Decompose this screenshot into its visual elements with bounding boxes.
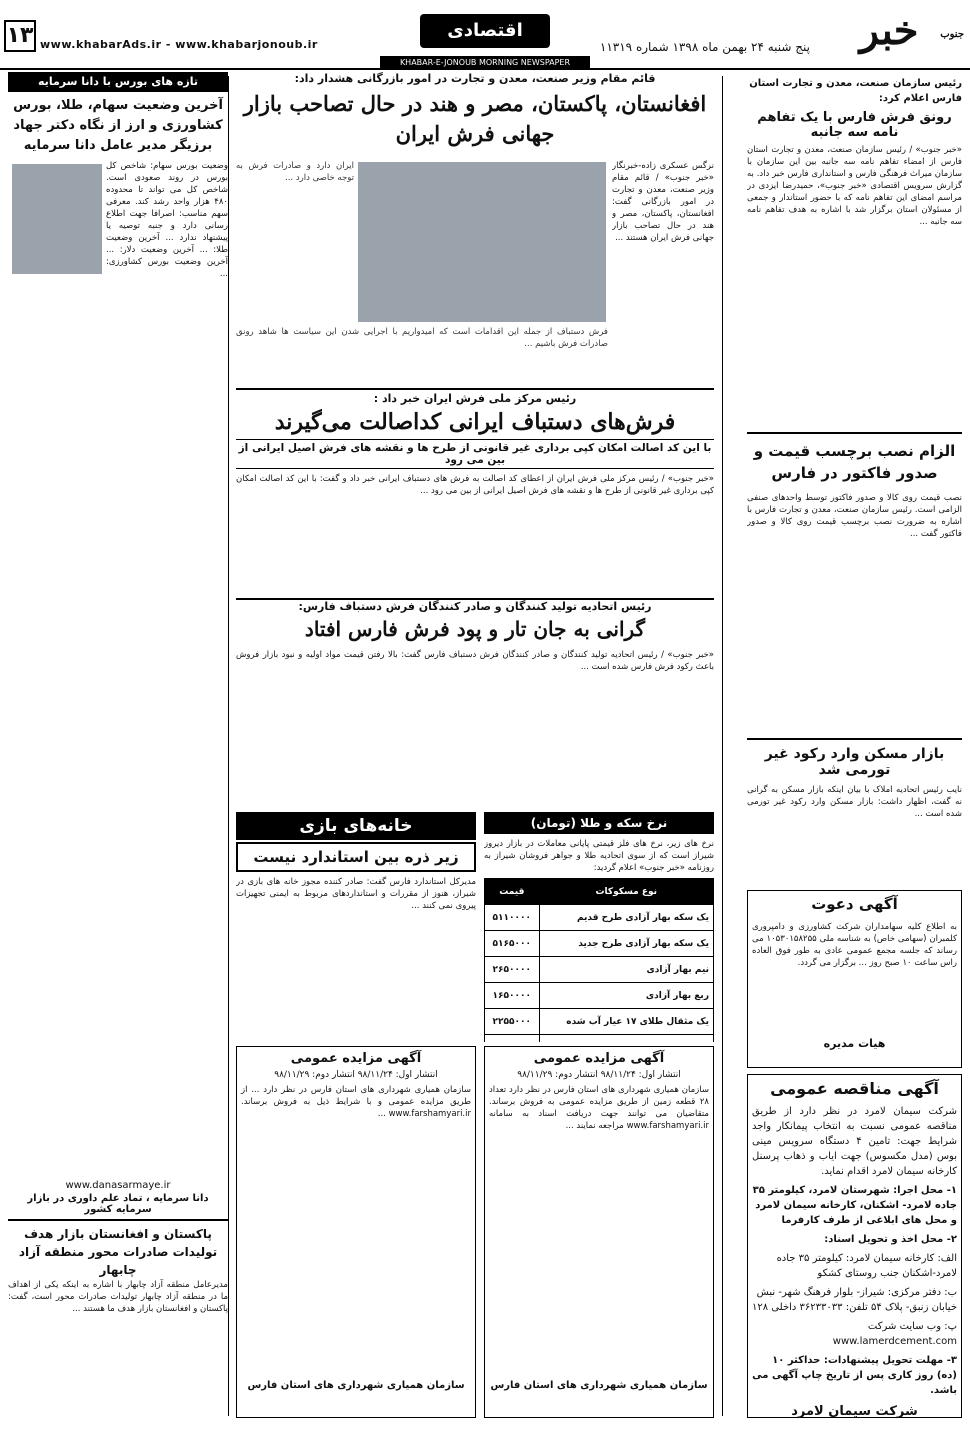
lead-story-body (612, 160, 714, 380)
chabahar-title: پاکستان و افغانستان بازار هدف تولیدات صادرات محور منطقه آزاد چابهار (8, 1219, 228, 1279)
lead-photo (358, 162, 606, 322)
lead-story-body-bottom (236, 326, 608, 384)
dana-footer: دانا سرمایه ، تماد علم داوری در بازار سرمایه کشور (27, 1193, 209, 1215)
gold-item (539, 1035, 713, 1043)
carpet-title: گرانی به جان تار و پود فرش فارس افتاد (304, 617, 646, 641)
section-divider (236, 388, 714, 390)
gold-row (485, 931, 714, 957)
invite-title: آگهی دعوت (811, 895, 898, 913)
carpet-story (236, 600, 714, 800)
bourse-tag: تازه های بورس با دانا سرمایه (8, 72, 228, 92)
chabahar-body: مدیرعامل منطقه آزاد چابهار با اشاره به اینکه یکی از اهداف ما در منطقه آزاد چابهار تولیدات صادرات محور است، گفت: پاکستان و افغانستان بازار هدف ما هستند ... (8, 1280, 228, 1314)
games-title: خانه‌های بازی (236, 812, 476, 840)
right-column (747, 76, 962, 886)
gold-item: یک سکه بهار آزادی طرح قدیم (539, 905, 713, 931)
tender-body: شرکت سیمان لامرد در نظر دارد از طریق مناقصه عمومی نسبت به انتخاب پیمانکار واجد شرایط جهت: تامین ۴ دستگاه سرویس مینی بوس (مدل مکسوس) جهت ایاب و ذهاب پرسنل کارخانه سیمان لامرد اقدام نماید. (752, 1106, 957, 1177)
gold-price: ۵۱۶۵۰۰۰ (485, 931, 540, 957)
gold-intro: نرخ های زیر، نرخ های فلز قیمتی پایانی معاملات در بازار دیروز شیراز است که از سوی اتحادیه طلا و جواهر فروشان شیراز به روزنامه «خبر جنوب» اعلام گردید: (484, 839, 714, 873)
games-story (236, 812, 476, 1042)
tender-website[interactable]: پ: وب سایت شرکت www.lamerdcement.com (832, 1321, 957, 1347)
page-number: ۱۳ (4, 20, 36, 52)
dana-website[interactable]: www.danasarmaye.ir (65, 1180, 171, 1191)
mid-kicker: رئیس مرکز ملی فرش ایران خبر داد : (373, 392, 577, 405)
mid-title: فرش‌های دستباف ایرانی کداصالت می‌گیرند (274, 409, 676, 435)
article-body-price-tags: نصب قیمت روی کالا و صدور فاکتور توسط واحدهای صنفی الزامی است. رئیس سازمان صنعت، معدن و تجارت فارس با اشاره به ضرورت نصب برچسب قیمت روی کالا و صدور فاکتور گفت ... (747, 493, 962, 539)
gold-row (485, 905, 714, 931)
gold-row (485, 983, 714, 1009)
tender-docs: ۲- محل اخذ و تحویل اسناد: (824, 1234, 957, 1245)
newspaper-logo: خبر جنوب (859, 7, 964, 54)
invite-footer: هیات مدیره (823, 1037, 886, 1050)
masthead (0, 0, 970, 70)
tender-location: ۱- محل اجرا: شهرستان لامرد، کیلومتر ۳۵ جاده لامرد- اشکنان، کارخانه سیمان لامرد و محل های ابلاغی از طرف کارفرما (752, 1185, 957, 1226)
bourse-title: آخرین وضعیت سهام، طلا، بورس کشاورزی و ارز از نگاه دکتر جهاد برزیگر مدیر عامل دانا سرمایه (13, 98, 223, 153)
tender-deadline: ۳- مهلت تحویل پیشنهادات: حداکثر ۱۰ (ده) روز کاری پس از تاریخ چاپ آگهی می باشد. (752, 1355, 957, 1396)
tender-footer: شرکت سیمان لامرد (791, 1404, 918, 1419)
masthead-subtitle: KHABAR-E-JONOUB MORNING NEWSPAPER (380, 56, 590, 70)
auction-title: آگهی مزایده عمومی (290, 1051, 422, 1066)
auction-body: سازمان همیاری شهرداری های استان فارس در نظر دارد ... از طریق مزایده عمومی و با شرایط ذیل به فروش برساند. www.farshamyari.ir ... (241, 1085, 471, 1119)
invite-body: به اطلاع کلیه سهامداران شرکت کشاورزی و دامپروری کلمبران (سهامی خاص) به شناسه ملی ۱۰۵۳۰۱۵۸۲۵۵ می رساند که جلسه مجمع عمومی عادی به طور فوق العاده راس ساعت ۱۰ صبح روز ... برگزار می گردد. (752, 922, 957, 968)
tender-ad (747, 1074, 962, 1418)
article-kicker: رئیس سازمان صنعت، معدن و تجارت استان فارس اعلام کرد: (749, 78, 962, 104)
carpet-kicker: رئیس اتحادیه تولید کنندگان و صادر کنندگان فرش دستباف فارس: (298, 600, 652, 613)
article-body: «خبر جنوب» / رئیس سازمان صنعت، معدن و تجارت استان فارس از امضاء تفاهم نامه سه جانبه بین این سازمان با سازمان میراث فرهنگی فارس و استانداری فارس خبر داد. به گزارش سرویس اقتصادی «خبر جنوب»، حمیدرضا ایزدی در مراسم امضای این تفاهم نامه که با حضور استاندار و جمعی از مسئولان استان برگزار شد با اشاره به هدف تفاهم نامه سه جانبه ... (747, 145, 962, 227)
gold-price: ۵۱۱۰۰۰۰ (485, 905, 540, 931)
bourse-body: وضعیت بورس سهام: شاخص کل بورس در روند صعودی است. شاخص کل می تواند تا محدوده ۴۸۰ هزار واحد رشد کند. معرفی سهم مناسب: اصرافا جهت اطلاع رسانی دارد و جنبه توصیه یا پیشنهاد ندارد ... آخرین وضعیت طلا: ... آخرین وضعیت دلار: ... آخرین وضعیت بورس کشاورزی: ... (106, 161, 228, 279)
gold-item: یک سکه بهار آزادی طرح جدید (539, 931, 713, 957)
auction-ad-2 (236, 1046, 476, 1418)
tender-docs-factory: الف: کارخانه سیمان لامرد: کیلومتر ۳۵ جاده لامرد-اشکنان جنب روستای کشکو (776, 1253, 957, 1279)
article-title-price-tags: الزام نصب برچسب قیمت و صدور فاکتور در فارس (747, 432, 962, 484)
article-title-housing: بازار مسکن وارد رکود غیر تورمی شد (747, 738, 962, 778)
gold-price: ۱۶۵۰۰۰۰ (485, 983, 540, 1009)
tender-title: آگهی مناقصه عمومی (770, 1079, 939, 1098)
col-item-header: نوع مسکوکات (539, 879, 713, 905)
gold-item: ربع بهار آزادی (539, 983, 713, 1009)
lead-kicker: قائم مقام وزیر صنعت، معدن و تجارت در امور بازرگانی هشدار داد: (294, 72, 656, 85)
gold-price-box (484, 812, 714, 1042)
gold-item: نیم بهار آزادی (539, 957, 713, 983)
article-body-housing: نایب رئیس اتحادیه املاک با بیان اینکه بازار مسکن به گرانی نه گفت، اظهار داشت: بازار مسکن وارد رکود غیر تورمی شده است ... (747, 785, 962, 819)
auction-dates: انتشار اول: ۹۸/۱۱/۲۴ انتشار دوم: ۹۸/۱۱/۲۹ (274, 1070, 438, 1080)
gold-row (485, 1009, 714, 1035)
article-title: رونق فرش فارس با یک تفاهم نامه سه جانبه (757, 110, 952, 140)
lead-story-header (236, 72, 714, 152)
games-body: مدیرکل استاندارد فارس گفت: صادر کننده مجوز خانه های بازی در شیراز، هنوز از مقررات و استانداردهای مربوط به ایمنی تجهیزات پیروی نمی کنند ... (236, 877, 476, 911)
gold-row (485, 1035, 714, 1043)
mid-story (236, 392, 714, 602)
author-photo (12, 164, 102, 274)
auction-ad-1 (484, 1046, 714, 1418)
gold-price-table (484, 878, 714, 1042)
gold-price (485, 1035, 540, 1043)
lead-body: نرگس عسکری زاده-خبرنگار «خبر جنوب» / قائم مقام وزیر صنعت، معدن و تجارت در امور بازرگانی گفت: افغانستان، پاکستان، مصر و هند در حال تصاحب بازار جهانی فرش ایران هستند ... (612, 161, 714, 243)
auction-footer: سازمان همیاری شهرداری های استان فارس (247, 1380, 465, 1391)
auction-dates: انتشار اول: ۹۸/۱۱/۲۴ انتشار دوم: ۹۸/۱۱/۲۹ (517, 1070, 681, 1080)
issue-date: پنج شنبه ۲۴ بهمن ماه ۱۳۹۸ شماره ۱۱۳۱۹ (599, 40, 810, 54)
games-subtitle: زیر ذره بین استاندارد نیست (236, 842, 476, 872)
tender-docs-office: ب: دفتر مرکزی: شیراز- بلوار فرهنگ شهر- نبش خیابان زنبق- پلاک ۵۴ تلفن: ۳۶۲۳۳۰۳۳ داخلی ۱۲۸ (752, 1287, 957, 1313)
lead-body-cont: ایران دارد و صادرات فرش به توجه خاصی دارد ... (236, 161, 354, 183)
lead-body-bottom: فرش دستباف از جمله این اقدامات است که امیدواریم با اجرایی شدن این سیاست ها شاهد رونق صادرات فرش باشیم ... (236, 327, 608, 349)
carpet-body: «خبر جنوب» / رئیس اتحادیه تولید کنندگان و صادر کنندگان فرش دستباف فارس گفت: بالا رفتن قیمت مواد اولیه و نبود بازار فروش باعث رکود فرش فارس شده است ... (236, 650, 714, 672)
section-title: اقتصادی (420, 14, 550, 48)
gold-price: ۲۶۵۰۰۰۰ (485, 957, 540, 983)
gold-item: یک مثقال طلای ۱۷ عیار آب شده (539, 1009, 713, 1035)
mid-body: «خبر جنوب» / رئیس مرکز ملی فرش ایران از اعطای کد اصالت به فرش های دستباف ایرانی خبر داد و گفت: با این کد اصالت امکان کپی برداری غیر قانونی از طرح ها و نقشه های فرش اصیل ایرانی از بین می رود ... (236, 474, 714, 496)
website-links[interactable]: www.khabarAds.ir - www.khabarjonoub.ir (40, 38, 318, 51)
column-divider (228, 76, 229, 1416)
auction-title: آگهی مزایده عمومی (533, 1051, 665, 1066)
gold-price: ۲۲۵۵۰۰۰ (485, 1009, 540, 1035)
auction-body: سازمان همیاری شهرداری های استان فارس در نظر دارد تعداد ۲۸ قطعه زمین از طریق مزایده عمومی به فروش برساند. متقاضیان می توانند جهت دریافت اسناد به سامانه www.farshamyari.ir مراجعه نمایند ... (489, 1085, 709, 1131)
gold-row (485, 957, 714, 983)
left-column (8, 72, 228, 1412)
auction-footer: سازمان همیاری شهرداری های استان فارس (490, 1380, 708, 1391)
gold-header: نرخ سکه و طلا (تومان) (484, 812, 714, 834)
lead-title: افغانستان، پاکستان، مصر و هند در حال تصاحب بازار جهانی فرش ایران (243, 91, 707, 146)
mid-subtitle: با این کد اصالت امکان کپی برداری غیر قانونی از طرح ها و نقشه های فرش اصیل ایرانی از بین می رود (236, 439, 714, 469)
column-divider (722, 76, 723, 1416)
col-price-header: قیمت (485, 879, 540, 905)
invitation-ad (747, 890, 962, 1068)
